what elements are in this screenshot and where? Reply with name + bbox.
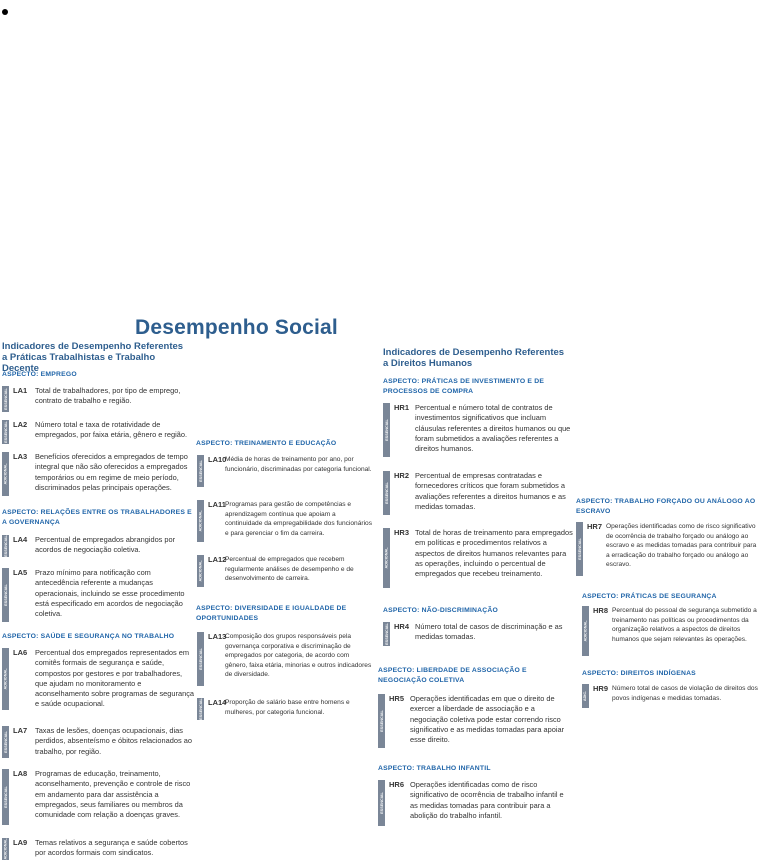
indicator-hr8 — [582, 606, 760, 658]
indicator-tag: ESSENCIAL — [576, 522, 583, 576]
aspect-heading-security-practices: ASPECTO: PRÁTICAS DE SEGURANÇA — [582, 593, 717, 600]
indicator-hr1 — [383, 403, 575, 459]
indicator-code: HR2 — [394, 471, 410, 480]
indicator-description: Média de horas de treinamento por ano, por funcionário, discriminadas por categoria funcional. — [225, 456, 372, 473]
aspect-heading-child-labor: ASPECTO: TRABALHO INFANTIL — [378, 765, 491, 772]
indicator-code: HR6 — [389, 780, 405, 789]
indicator-code: HR9 — [593, 684, 609, 693]
indicator-tag: ESSENCIAL — [378, 780, 385, 826]
indicator-tag: ESSENCIAL — [384, 623, 389, 645]
indicator-description: Percentual dos empregados representados em comitês formais de segurança e saúde, compostos por gestores e por trabalhadores, que ajudam no monitoramento e aconselhamento sobre programas de segurança e saúde ocupacional. — [35, 648, 194, 709]
indicator-description: Operações identificadas como de risco significativo de ocorrência de trabalho forçado ou análogo ao escravo e as medidas tomadas para contribuir para a erradicação do trabalho forçado ou análogo ao escravo. — [606, 523, 757, 568]
indicator-tag: ADICIONAL — [3, 838, 8, 860]
indicator-description: Programas de educação, treinamento, aconselhamento, prevenção e controle de risco em andamento para dar assistência a empregados, seus familiares ou membros da comunidade com relação a doenças graves. — [35, 769, 191, 820]
indicator-code: HR7 — [587, 522, 603, 531]
indicator-tag: ADICIONAL — [582, 606, 589, 656]
indicator-description: Benefícios oferecidos a empregados de tempo integral que não são oferecidos a empregados temporários ou em regime de meio período, discriminados pelas principais operações. — [35, 452, 188, 492]
section-title-labor: Indicadores de Desempenho Referentes a Práticas Trabalhistas e Trabalho Decente — [2, 341, 184, 374]
indicator-code: LA1 — [13, 386, 28, 395]
indicator-hr9 — [582, 684, 760, 712]
indicator-code: LA2 — [13, 420, 28, 429]
aspect-heading-indigenous-rights: ASPECTO: DIREITOS INDÍGENAS — [582, 670, 696, 677]
indicator-description: Percentual de empregados abrangidos por acordos de negociação coletiva. — [35, 535, 176, 555]
indicator-tag: ESSENCIAL — [3, 421, 8, 443]
aspect-heading-health-safety: ASPECTO: SAÚDE E SEGURANÇA NO TRABALHO — [2, 633, 175, 640]
indicator-code: HR5 — [389, 694, 405, 703]
indicator-description: Taxas de lesões, doenças ocupacionais, dias perdidos, absenteísmo e óbitos relacionados ao trabalho, por região. — [35, 726, 192, 756]
indicator-tag: ADICIONAL — [197, 500, 204, 542]
indicator-tag: ESSENCIAL — [3, 535, 8, 557]
aspect-heading-freedom-association: ASPECTO: LIBERDADE DE ASSOCIAÇÃO E NEGOCIAÇÃO COLETIVA — [378, 667, 527, 684]
indicator-code: LA5 — [13, 568, 28, 577]
indicator-code: LA8 — [13, 769, 28, 778]
indicator-tag: ESSENCIAL — [378, 694, 385, 748]
indicator-code: LA3 — [13, 452, 28, 461]
indicator-tag: ESSENCIAL — [383, 403, 390, 457]
indicator-description: Operações identificadas em que o direito de exercer a liberdade de associação e a negociação coletiva pode estar correndo risco significativo e as medidas tomadas para apoiar esse direito. — [410, 694, 565, 745]
indicator-hr4 — [383, 622, 575, 648]
aspect-heading-labor-relations: ASPECTO: RELAÇÕES ENTRE OS TRABALHADORES E A GOVERNANÇA — [2, 509, 192, 526]
indicator-description: Prazo mínimo para notificação com antecedência referente a mudanças operacionais, incluindo se esse procedimento está especificado em acordos de negociação coletiva. — [35, 568, 185, 619]
bullet-marker — [2, 9, 8, 15]
indicator-la12 — [197, 555, 373, 589]
aspect-heading-training: ASPECTO: TREINAMENTO E EDUCAÇÃO — [196, 440, 337, 447]
indicator-la10 — [197, 455, 373, 489]
indicator-la4 — [2, 535, 194, 559]
indicator-code: LA13 — [208, 632, 227, 641]
indicator-la1 — [2, 386, 194, 414]
indicator-code: LA9 — [13, 838, 28, 847]
indicator-description: Operações identificadas como de risco significativo de ocorrência de trabalho infantil e as medidas tomadas para contribuir para a abolição do trabalho infantil. — [410, 780, 564, 820]
aspect-heading-diversity: ASPECTO: DIVERSIDADE E IGUALDADE DE OPORTUNIDADES — [196, 605, 347, 622]
indicator-tag: ADICIONAL — [383, 528, 390, 588]
indicator-la14 — [197, 698, 373, 722]
indicator-tag: ESSENCIAL — [2, 726, 9, 758]
indicator-la7 — [2, 726, 194, 760]
indicator-hr5 — [378, 694, 575, 750]
indicator-description: Percentual de empregados que recebem regularmente análises de desempenho e de desenvolvimento de carreira. — [225, 556, 354, 582]
indicator-hr2 — [383, 471, 575, 517]
indicator-tag: ESSENCIAL — [2, 769, 9, 825]
indicator-code: HR3 — [394, 528, 410, 537]
indicator-la11 — [197, 500, 373, 544]
indicator-tag: ESSENCIAL — [197, 632, 204, 686]
indicator-code: HR4 — [394, 622, 410, 631]
indicator-la8 — [2, 769, 194, 827]
section-title-human-rights: Indicadores de Desempenho Referentes a Direitos Humanos — [383, 347, 565, 369]
indicator-tag: ESSENCIAL — [383, 471, 390, 515]
indicator-la2 — [2, 420, 194, 446]
indicator-code: LA11 — [208, 500, 226, 509]
indicator-code: LA14 — [208, 698, 227, 707]
indicator-la6 — [2, 648, 194, 714]
indicator-hr3 — [383, 528, 575, 592]
indicator-la13 — [197, 632, 373, 688]
indicator-description: Programas para gestão de competências e aprendizagem contínua que apoiam a continuidade da empregabilidade dos funcionários e para gerenciar o fim da carreira. — [225, 501, 372, 537]
indicator-code: LA10 — [208, 455, 227, 464]
indicator-tag: ESSENCIAL — [198, 698, 203, 720]
indicator-tag: ADICIONAL — [2, 452, 9, 496]
indicator-code: LA12 — [208, 555, 227, 564]
indicator-hr7 — [576, 522, 760, 578]
indicator-code: HR8 — [593, 606, 609, 615]
indicator-description: Proporção de salário base entre homens e mulheres, por categoria funcional. — [225, 699, 350, 716]
indicator-description: Número total e taxa de rotatividade de empregados, por faixa etária, gênero e região. — [35, 420, 188, 440]
indicator-description: Número total de casos de violação de direitos dos povos indígenas e medidas tomadas. — [612, 685, 758, 702]
indicator-la5 — [2, 568, 194, 624]
indicator-description: Temas relativos a segurança e saúde cobertos por acordos formais com sindicatos. — [35, 838, 188, 858]
indicator-code: HR1 — [394, 403, 410, 412]
indicator-tag: ADICIONAL — [197, 555, 204, 587]
aspect-heading-employment: ASPECTO: EMPREGO — [2, 371, 77, 378]
aspect-heading-investment: ASPECTO: PRÁTICAS DE INVESTIMENTO E DE PROCESSOS DE COMPRA — [383, 378, 545, 395]
indicator-code: LA4 — [13, 535, 28, 544]
indicator-tag: ESSENCIAL — [2, 568, 9, 622]
indicator-tag: ADIC. — [582, 684, 589, 708]
aspect-heading-non-discrimination: ASPECTO: NÃO-DISCRIMINAÇÃO — [383, 607, 498, 614]
indicator-tag: ADICIONAL — [2, 648, 9, 710]
indicator-description: Total de horas de treinamento para empregados em políticas e procedimentos relativos a aspectos de direitos humanos relevantes para as operações, incluindo o percentual de empregados que recebeu treinamento. — [415, 528, 573, 579]
indicator-la9 — [2, 838, 194, 860]
indicator-hr6 — [378, 780, 575, 828]
indicator-la3 — [2, 452, 194, 500]
indicator-description: Número total de casos de discriminação e as medidas tomadas. — [415, 622, 563, 642]
indicator-code: LA7 — [13, 726, 28, 735]
indicator-description: Percentual e número total de contratos de investimentos significativos que incluam cláusulas referentes a direitos humanos ou que foram submetidos a avaliações referentes a direitos humanos. — [415, 403, 571, 454]
indicator-code: LA6 — [13, 648, 28, 657]
aspect-heading-forced-labor: ASPECTO: TRABALHO FORÇADO OU ANÁLOGO AO ESCRAVO — [576, 498, 756, 515]
indicator-description: Percentual do pessoal de segurança submetido a treinamento nas políticas ou procedimentos da organização relativos a aspectos de direitos humanos que sejam relevantes às operações. — [612, 607, 757, 643]
indicator-description: Total de trabalhadores, por tipo de emprego, contrato de trabalho e região. — [35, 386, 181, 406]
page-title: Desempenho Social — [135, 316, 338, 339]
indicator-description: Percentual de empresas contratadas e fornecedores críticos que foram submetidos a avaliações referentes a direitos humanos e as medidas tomadas. — [415, 471, 566, 511]
indicator-tag: ESSENCIAL — [2, 386, 9, 412]
indicator-description: Composição dos grupos responsáveis pela governança corporativa e discriminação de empregados por categoria, de acordo com gênero, faixa etária, minorias e outros indicadores de diversidade. — [225, 633, 372, 678]
indicator-tag: ESSENCIAL — [197, 455, 204, 487]
